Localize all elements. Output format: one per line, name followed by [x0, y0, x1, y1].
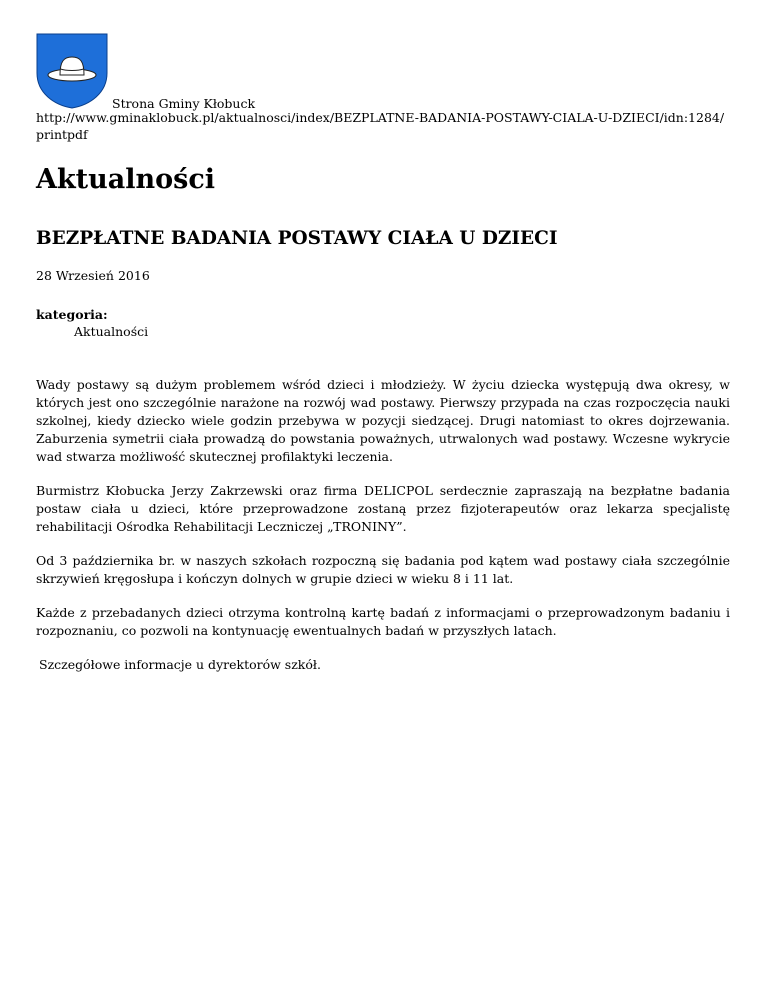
- article-paragraph: Od 3 października br. w naszych szkołach rozpoczną się badania pod kątem wad postawy ciała szczególnie skrzywień kręgosłupa i kończyn dolnych w grupie dzieci w wieku 8 i 11 lat.: [36, 553, 730, 586]
- section-title: Aktualności: [36, 164, 216, 195]
- article-date: 28 Wrzesień 2016: [36, 268, 150, 283]
- article-paragraph: Każde z przebadanych dzieci otrzyma kontrolną kartę badań z informacjami o przeprowadzonym badaniu i rozpoznaniu, co pozwoli na kontynuację ewentualnych badań w przyszłych latach.: [36, 605, 730, 638]
- site-name: Strona Gminy Kłobuck: [112, 96, 256, 111]
- article-body: [36, 376, 730, 674]
- article-paragraph: Burmistrz Kłobucka Jerzy Zakrzewski oraz firma DELICPOL serdecznie zapraszają na bezpłatne badania postaw ciała u dzieci, które przeprowadzone zostaną przez fizjoterapeutów oraz lekarza specjalistę rehabilitacji Ośrodka Rehabilitacji Leczniczej „TRONINY”.: [36, 483, 730, 534]
- category-value: Aktualności: [74, 324, 149, 339]
- coat-of-arms-hat-icon: [36, 33, 108, 109]
- source-url[interactable]: http://www.gminaklobuck.pl/aktualnosci/index/BEZPLATNE-BADANIA-POSTAWY-CIALA-U-DZIECI/idn:1284/printpdf: [36, 110, 725, 142]
- article-paragraph: Wady postawy są dużym problemem wśród dzieci i młodzieży. W życiu dziecka występują dwa okresy, w których jest ono szczególnie narażone na rozwój wad postawy. Pierwszy przypada na czas rozpoczęcia nauki szkolnej, kiedy dziecko wiele godzin przebywa w pozycji siedzącej. Drugi natomiast to okres dojrzewania. Zaburzenia symetrii ciała prowadzą do powstania poważnych, utrwalonych wad postawy. Wczesne wykrycie wad stwarza możliwość skutecznej profilaktyki leczenia.: [36, 377, 730, 464]
- article-paragraph: Szczegółowe informacje u dyrektorów szkół.: [39, 657, 321, 672]
- page-header: [36, 33, 730, 109]
- print-page: [36, 33, 730, 690]
- article-title: BEZPŁATNE BADANIA POSTAWY CIAŁA U DZIECI: [36, 228, 558, 249]
- hat-crown: [60, 57, 84, 75]
- category-label: kategoria:: [36, 307, 108, 322]
